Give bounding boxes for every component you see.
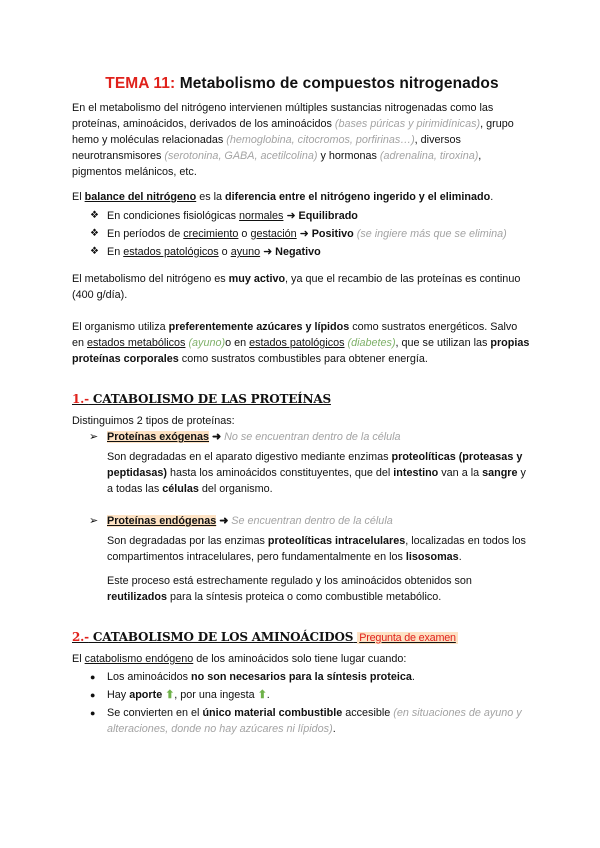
item-text: accesible — [342, 707, 394, 719]
balance-text: El — [72, 191, 85, 203]
endogenous-note: Se encuentran dentro de la célula — [231, 515, 393, 527]
item-text: o — [238, 228, 251, 240]
lead-underlined: catabolismo endógeno — [84, 653, 194, 665]
desc-text: Este proceso está estrechamente regulado y los aminoácidos obtenidos son — [107, 575, 472, 587]
substrates-note: (ayuno) — [185, 337, 226, 349]
item-bold: único material combustible — [202, 707, 343, 719]
endogenous-regulation — [72, 573, 532, 605]
conditions-list — [72, 669, 532, 737]
section-title: CATABOLISMO DE LAS PROTEÍNAS — [88, 392, 331, 406]
substrates-text: como sustratos combustibles para obtener energía. — [178, 353, 428, 365]
substrates-paragraph — [72, 319, 532, 367]
arrow-right-icon: ➜ — [260, 246, 276, 258]
item-underlined: normales — [239, 210, 284, 222]
diamond-bullet-icon: ❖ — [90, 246, 99, 257]
arrow-up-icon: ⬆ — [165, 689, 175, 701]
intro-paragraph — [72, 100, 532, 180]
desc-bold: reutilizados — [107, 591, 167, 603]
list-item — [90, 226, 532, 242]
substrates-underlined: estados patológicos — [249, 337, 345, 349]
list-item — [90, 687, 532, 703]
balance-paragraph — [72, 189, 532, 205]
item-text: En períodos de — [107, 228, 184, 240]
intro-text: y hormonas — [317, 150, 380, 162]
section-1-heading — [72, 391, 532, 407]
item-underlined: crecimiento — [183, 228, 239, 240]
arrow-bullet-icon: ➢ — [89, 515, 99, 527]
diamond-bullet-icon: ❖ — [90, 228, 99, 239]
arrow-right-icon: ➜ — [209, 431, 225, 443]
list-item — [90, 705, 532, 737]
balance-list — [72, 208, 532, 260]
substrates-underlined: estados metabólicos — [87, 337, 186, 349]
section-2-lead — [72, 651, 532, 667]
desc-bold: lisosomas — [405, 551, 459, 563]
section-2-heading — [72, 629, 532, 646]
item-result: Equilibrado — [298, 210, 358, 222]
item-text: . — [266, 689, 270, 701]
desc-bold: células — [162, 483, 199, 495]
list-item — [90, 208, 532, 224]
desc-text: Son degradadas en el aparato digestivo mediante enzimas — [107, 451, 392, 463]
desc-text: Son degradadas por las enzimas — [107, 535, 268, 547]
endogenous-item — [72, 513, 532, 529]
title-text: Metabolismo de compuestos nitrogenados — [179, 75, 499, 92]
item-bold: aporte — [129, 689, 163, 701]
intro-note: (hemoglobina, citocromos, porfirinas…) — [226, 134, 415, 146]
title-prefix: TEMA 11: — [105, 75, 176, 92]
item-note: (se ingiere más que se elimina) — [353, 228, 507, 240]
activity-paragraph — [72, 271, 532, 303]
substrates-text: como sustratos energéticos. Salvo en — [72, 321, 518, 349]
endogenous-description — [72, 533, 532, 565]
desc-text: , localizadas en todos los compartimentos intracelulares, pero fundamentalmente en los — [107, 535, 526, 563]
exogenous-label: Proteínas exógenas — [107, 431, 210, 443]
desc-text: van a la — [438, 467, 483, 479]
list-item — [90, 669, 532, 685]
desc-text: hasta los aminoácidos constituyentes, que del — [167, 467, 394, 479]
item-text: o — [218, 246, 231, 258]
item-text: Hay — [107, 689, 130, 701]
arrow-right-icon: ➜ — [216, 515, 232, 527]
substrates-bold: preferentemente azúcares y lípidos — [168, 321, 350, 333]
balance-definition: diferencia entre el nitrógeno ingerido y el eliminado — [225, 191, 491, 203]
substrates-text: , que se utilizan las — [395, 337, 491, 349]
document-page — [72, 74, 532, 739]
item-text: , por una ingesta — [174, 689, 258, 701]
section-number: 2.- — [72, 630, 89, 644]
bullet-dot-icon: ● — [90, 690, 96, 700]
desc-text: y a todas las — [107, 467, 526, 495]
section-title: CATABOLISMO DE LOS AMINOÁCIDOS — [88, 630, 354, 644]
item-text: . — [332, 723, 336, 735]
exogenous-note: No se encuentran dentro de la célula — [224, 431, 401, 443]
desc-bold: sangre — [482, 467, 518, 479]
endogenous-label: Proteínas endógenas — [107, 515, 217, 527]
substrates-text: o en — [225, 337, 250, 349]
substrates-note: (diabetes) — [344, 337, 396, 349]
item-text: Se convierten en el — [107, 707, 203, 719]
desc-bold: intestino — [393, 467, 439, 479]
item-text: . — [411, 671, 415, 683]
balance-text: es la — [196, 191, 226, 203]
intro-note: (serotonina, GABA, acetilcolina) — [164, 150, 318, 162]
section-number: 1.- — [72, 392, 89, 406]
arrow-right-icon: ➜ — [283, 210, 299, 222]
lead-text: de los aminoácidos solo tiene lugar cuando: — [193, 653, 407, 665]
intro-text: En el metabolismo del nitrógeno intervienen múltiples sustancias nitrogenadas como las proteínas, aminoácidos, derivados de los aminoácidos — [72, 102, 494, 130]
item-result: Positivo — [311, 228, 354, 240]
exam-question-badge: Pregunta de examen — [359, 632, 456, 644]
item-bold: no son necesarios para la síntesis proteica — [191, 671, 412, 683]
item-note: (en situaciones de ayuno y alteraciones, donde no hay azúcares ni lípidos) — [107, 707, 522, 735]
item-result: Negativo — [275, 246, 321, 258]
item-underlined: ayuno — [230, 246, 261, 258]
substrates-bold: propias proteínas corporales — [72, 337, 530, 365]
exogenous-item — [72, 429, 532, 445]
desc-bold: proteolíticas intracelulares — [267, 535, 406, 547]
balance-text: . — [490, 191, 494, 203]
item-text: En condiciones fisiológicas — [107, 210, 240, 222]
intro-note: (adrenalina, tiroxina) — [379, 150, 479, 162]
section-1-lead: Distinguimos 2 tipos de proteínas: — [72, 415, 235, 427]
desc-text: . — [458, 551, 462, 563]
desc-text: del organismo. — [198, 483, 273, 495]
exogenous-description — [72, 449, 532, 497]
list-item — [90, 244, 532, 260]
intro-note: (bases púricas y pirimidínicas) — [334, 118, 481, 130]
item-text: En — [107, 246, 124, 258]
bullet-dot-icon: ● — [90, 708, 96, 718]
substrates-text: El organismo utiliza — [72, 321, 169, 333]
arrow-up-icon: ⬆ — [257, 689, 267, 701]
intro-text: , grupo hemo y moléculas relacionadas — [72, 118, 514, 146]
item-text: Los aminoácidos — [107, 671, 192, 683]
item-underlined: estados patológicos — [123, 246, 219, 258]
page-title — [72, 74, 532, 94]
activity-text: , ya que el recambio de las proteínas es continuo (400 g/día). — [72, 273, 521, 301]
activity-bold: muy activo — [228, 273, 286, 285]
arrow-right-icon: ➜ — [296, 228, 312, 240]
bullet-dot-icon: ● — [90, 672, 96, 682]
activity-text: El metabolismo del nitrógeno es — [72, 273, 229, 285]
lead-text: El — [72, 653, 85, 665]
balance-term: balance del nitrógeno — [84, 191, 197, 203]
arrow-bullet-icon: ➢ — [89, 431, 99, 443]
desc-text: para la síntesis proteica o como combustible metabólico. — [167, 591, 442, 603]
desc-bold: proteolíticas (proteasas y peptidasas) — [107, 451, 523, 479]
diamond-bullet-icon: ❖ — [90, 210, 99, 221]
intro-text: , diversos neurotransmisores — [72, 134, 461, 162]
intro-text: , pigmentos melánicos, etc. — [72, 150, 482, 178]
item-underlined: gestación — [250, 228, 297, 240]
